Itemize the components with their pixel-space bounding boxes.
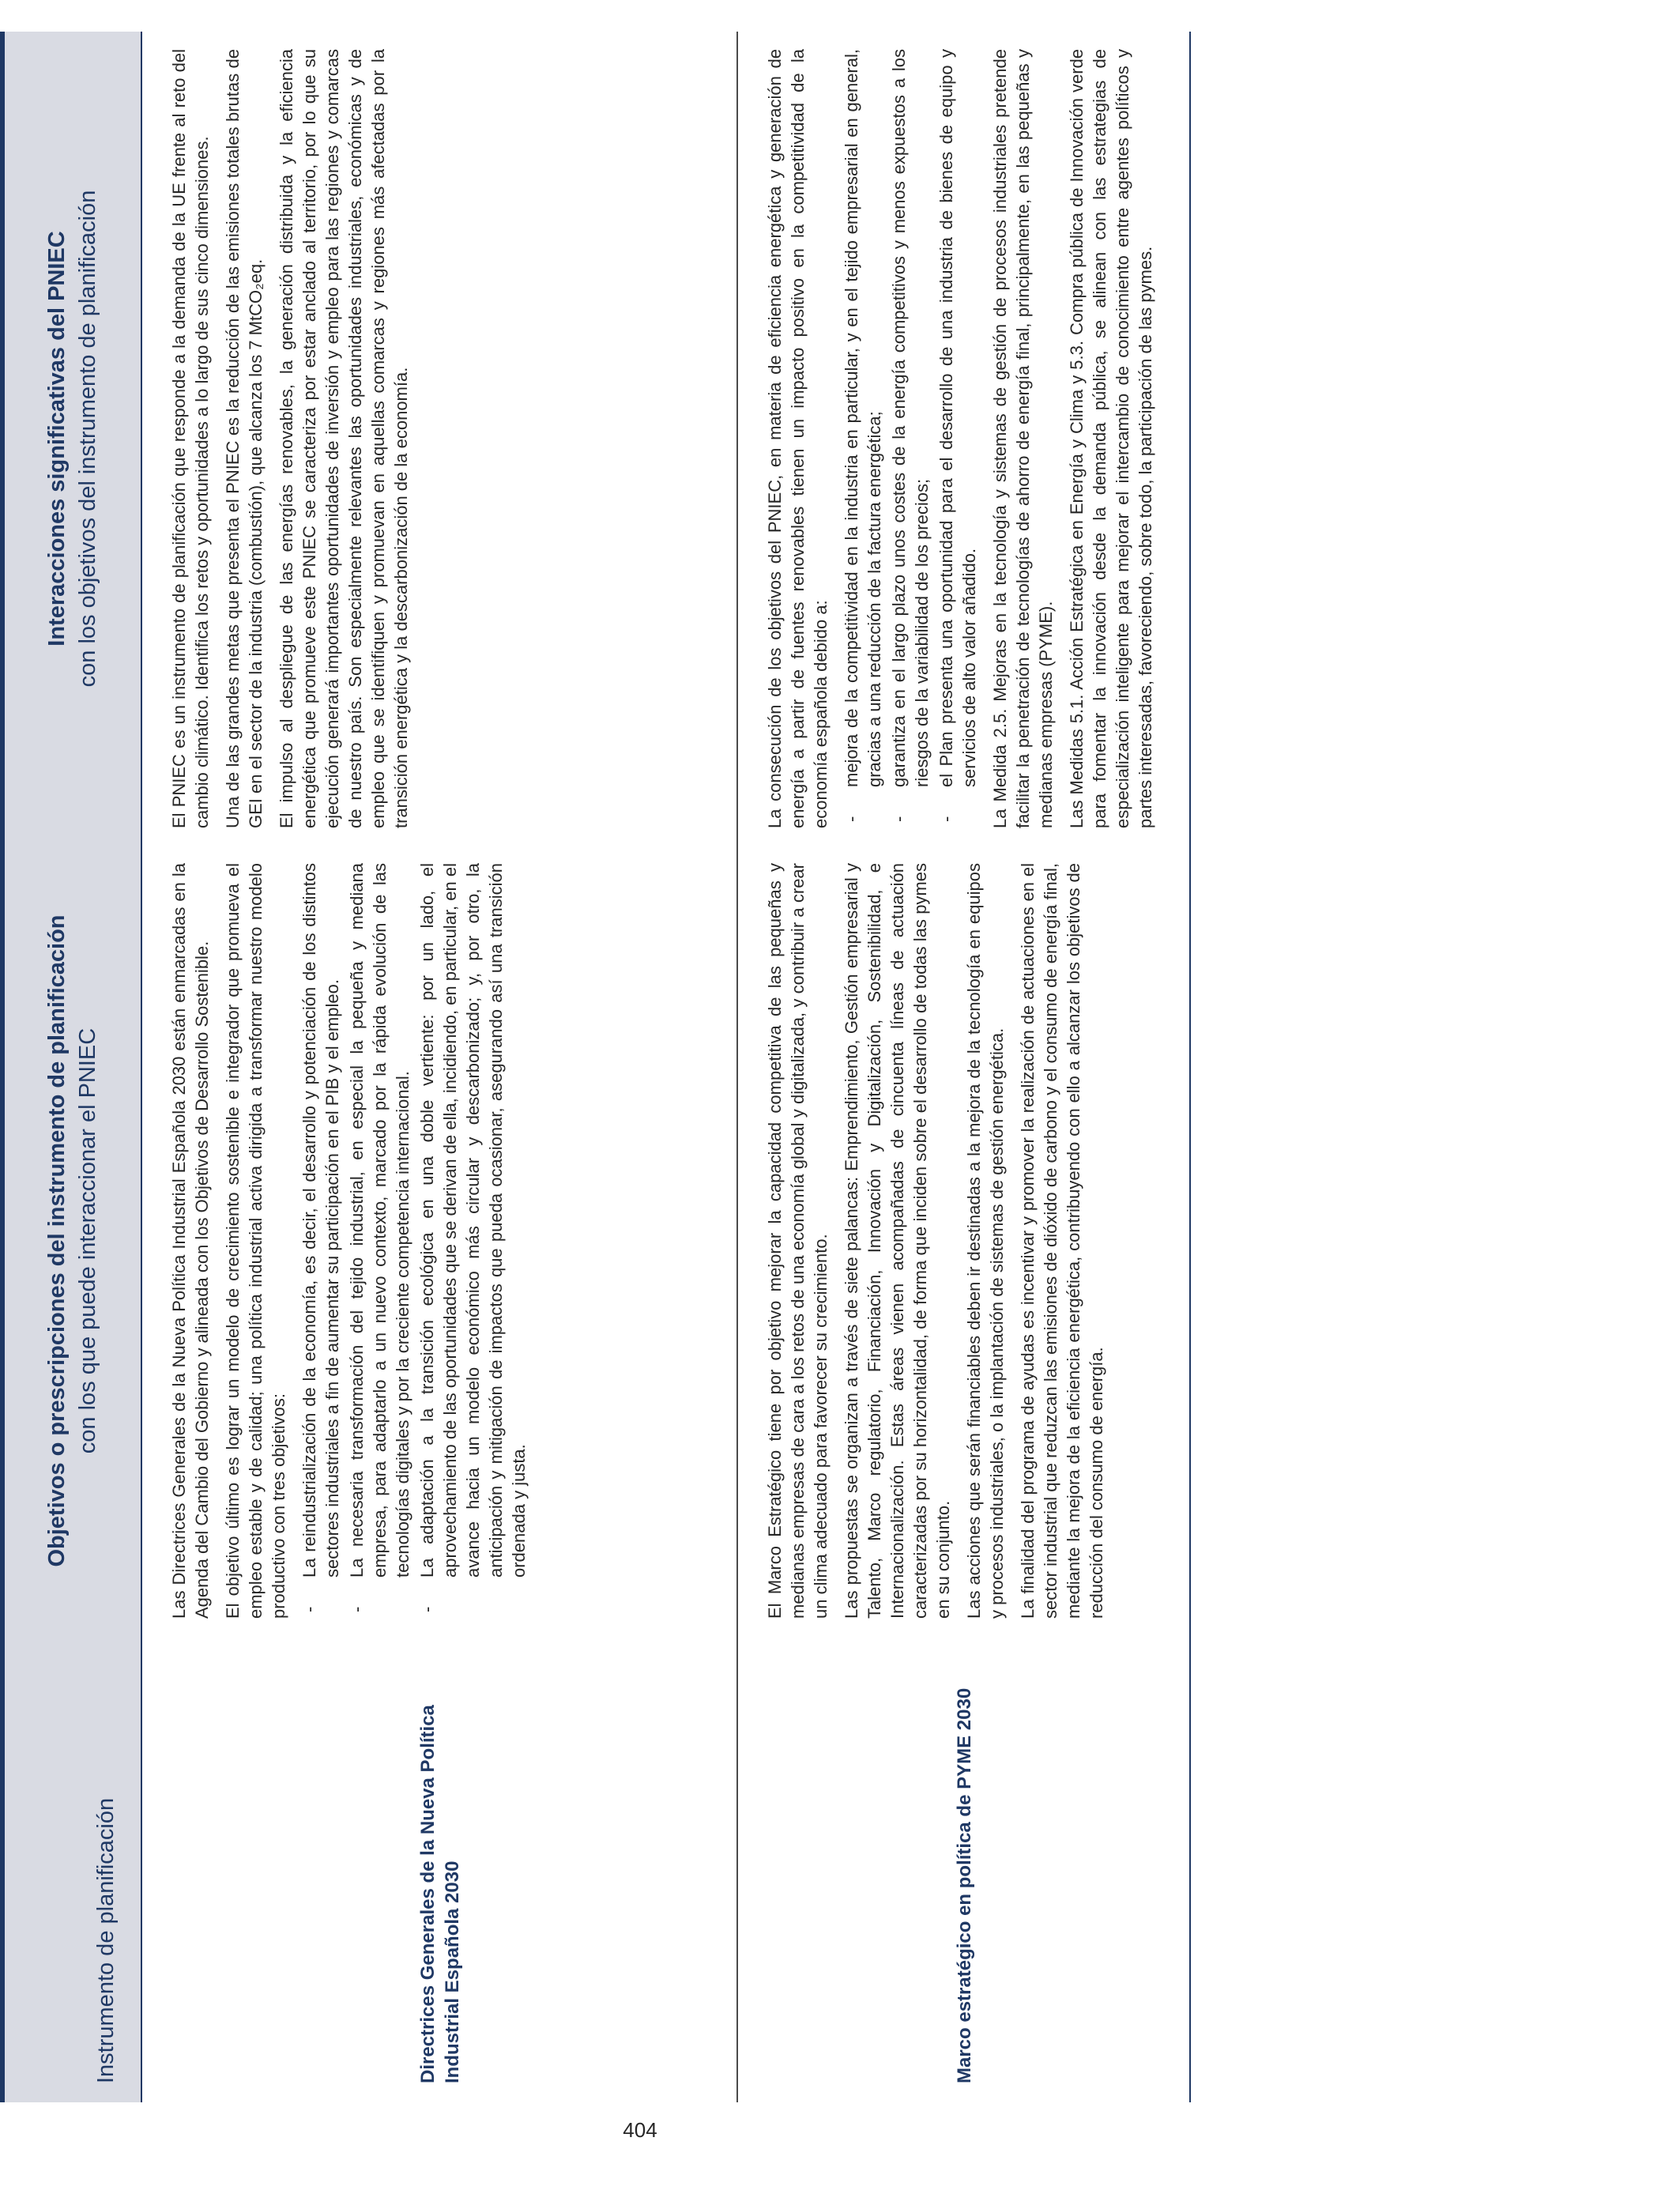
interactions-paragraph: La consecución de los objetivos del PNIEC, en materia de eficiencia energética y generación de energía a partir de fuentes renovables tienen un impacto positivo en la competitividad de la economía española debido a: [765, 49, 831, 828]
interactions-paragraph: Una de las grandes metas que presenta el PNIEC es la reducción de las emisiones totales brutas de GEI en el sector de la industria (combustión), que alcanza los 7 MtCO₂eq. [223, 49, 266, 828]
instrument-name: Directrices Generales de la Nueva Política Industrial Española 2030 [141, 1636, 737, 2102]
page-number: 404 [623, 2118, 657, 2142]
header-objectives-line2: con los que puede interaccionar el PNIEC [75, 1027, 100, 1454]
table-row [737, 32, 1190, 2102]
header-instrument-label: Instrumento de planificación [92, 1797, 119, 2083]
interactions-cell [737, 32, 1190, 846]
list-item: - La reindustrialización de la economía, es decir, el desarrollo y potenciación de los distintos sectores industriales a fin de aumentar su participación en el PIB y el empleo. [298, 863, 344, 1619]
objectives-paragraph: La finalidad del programa de ayudas es incentivar y promover la realización de actuaciones en el sector industrial que reduzcan las emisiones de dióxido de carbono y el consumo de energía final, mediante la mejora de la eficiencia energética, contribuyendo con ello a alcanzar los objetivos de reducción del consumo de energía. [1018, 863, 1107, 1619]
interactions-paragraph: Las Medidas 5.1. Acción Estratégica en Energía y Clima y 5.3. Compra pública de Innovación verde para fomentar la innovación desde la demanda pública, se alinean con las estrategias de especialización inteligente para mejorar el intercambio de conocimiento entre agentes políticos y partes interesadas, favoreciendo, sobre todo, la participación de las pymes. [1067, 49, 1156, 828]
objectives-paragraph: Las Directrices Generales de la Nueva Política Industrial Española 2030 están enmarcadas en la Agenda del Cambio del Gobierno y alineada con los Objetivos de Desarrollo Sostenible. [169, 863, 213, 1619]
header-objectives-line1: Objetivos o prescripciones del instrumento de planificación [43, 914, 70, 1567]
header-instrument [2, 1636, 141, 2102]
objectives-paragraph: El Marco Estratégico tiene por objetivo mejorar la capacidad competitiva de las pequeñas y medianas empresas de cara a los retos de una economía global y digitalizada, y contribuir a crear un clima adecuado para favorecer su crecimiento. [765, 863, 831, 1619]
objectives-cell [141, 846, 737, 1636]
table-row [141, 32, 737, 2102]
header-interactions [2, 32, 141, 846]
list-item: - mejora de la competitividad en la industria en particular, y en el tejido empresarial en general, gracias a una reducción de la factura energética; [840, 49, 886, 828]
instrument-name: Marco estratégico en política de PYME 2030 [737, 1636, 1190, 2102]
objectives-paragraph: Las acciones que serán financiables deben ir destinadas a la mejora de la tecnología en equipos y procesos industriales, o la implantación de sistemas de gestión energética. [964, 863, 1008, 1619]
objectives-paragraph: Las propuestas se organizan a través de siete palancas: Emprendimiento, Gestión empresarial y Talento, Marco regulatorio, Financiación, Innovación y Digitalización, Sostenibilidad, e Internacionalización. Estas áreas vienen acompañadas de cincuenta líneas de actuación caracterizadas por su horizontalidad, de forma que inciden sobre el desarrollo de todas las pymes en su conjunto. [842, 863, 954, 1619]
header-interactions-line2: con los objetivos del instrumento de planificación [75, 190, 100, 688]
list-item: - garantiza en el largo plazo unos costes de la energía competitivos y menos expuestos a los riesgos de la variabilidad de los precios; [887, 49, 933, 828]
objectives-list [298, 863, 530, 1619]
rotated-page-content [0, 32, 1156, 2102]
objectives-cell [737, 846, 1190, 1636]
interactions-paragraph: El impulso al despliegue de las energías renovables, la generación distribuida y la eficiencia energética que promueve este PNIEC se caracteriza por estar anclado al territorio, por lo que su ejecución generará importantes oportunidades de inversión y empleo para las regiones y comarcas de nuestro país. Son especialmente relevantes las oportunidades industriales, económicas y de empleo que se identifiquen y promuevan en aquellas comarcas y regiones más afectadas por la transición energética y la descarbonización de la economía. [277, 49, 412, 828]
planning-instruments-table [0, 32, 1191, 2102]
interactions-cell [141, 32, 737, 846]
list-item: - La adaptación a la transición ecológica en una doble vertiente: por un lado, el aprovechamiento de las oportunidades que se derivan de ella, incidiendo, en particular, en el avance hacia un modelo económico más circular y descarbonizado; y, por otro, la anticipación y mitigación de impactos que pueda ocasionar, asegurando así una transición ordenada y justa. [416, 863, 530, 1619]
header-interactions-line1: Interacciones significativas del PNIEC [43, 231, 70, 647]
interactions-paragraph: La Medida 2.5. Mejoras en la tecnología y sistemas de gestión de procesos industriales pretende facilitar la penetración de tecnologías de ahorro de energía final, principalmente, en las pequeñas y medianas empresas (PYME). [990, 49, 1057, 828]
interactions-list [840, 49, 981, 828]
objectives-paragraph: El objetivo último es lograr un modelo de crecimiento sostenible e integrador que promueva el empleo estable y de calidad; una política industrial activa dirigida a transformar nuestro modelo productivo con tres objetivos: [223, 863, 289, 1619]
list-item: - el Plan presenta una oportunidad para el desarrollo de una industria de bienes de equipo y servicios de alto valor añadido. [935, 49, 981, 828]
table-header-row [2, 32, 141, 2102]
list-item: - La necesaria transformación del tejido industrial, en especial la pequeña y mediana empresa, para adaptarlo a un nuevo contexto, marcado por la rápida evolución de las tecnologías digitales y por la creciente competencia internacional. [345, 863, 414, 1619]
header-objectives [2, 846, 141, 1636]
interactions-paragraph: El PNIEC es un instrumento de planificación que responde a la demanda de la UE frente al reto del cambio climático. Identifica los retos y oportunidades a lo largo de sus cinco dimensiones. [169, 49, 213, 828]
